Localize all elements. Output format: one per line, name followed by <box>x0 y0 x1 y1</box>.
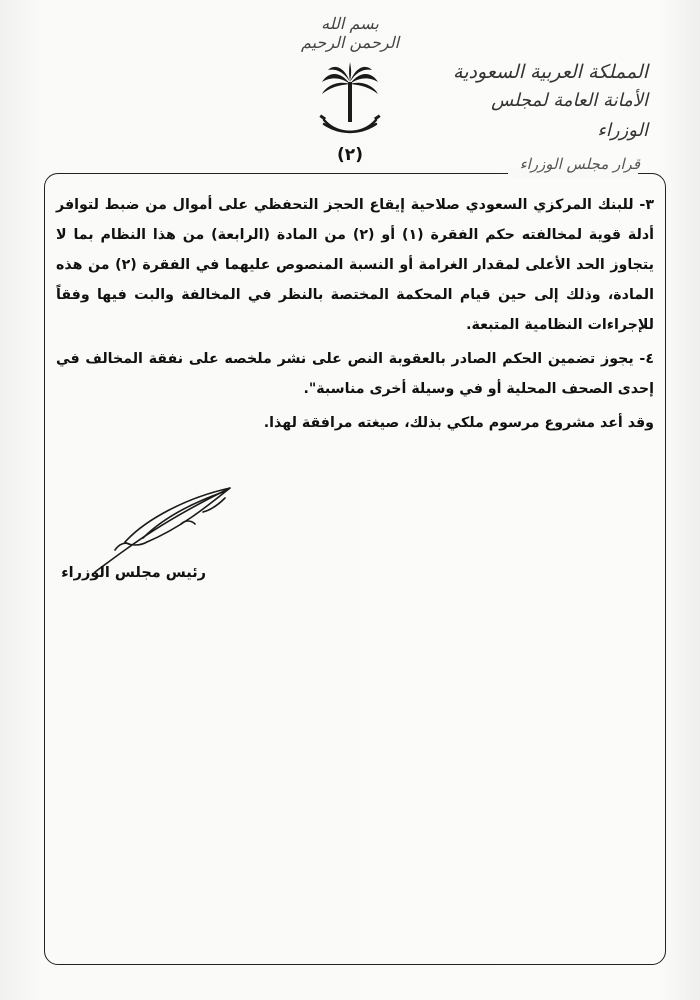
secretariat-name: الأمانة العامة لمجلس الوزراء <box>491 90 648 141</box>
signatory-title: رئيس مجلس الوزراء <box>61 565 206 581</box>
letterhead <box>448 58 648 146</box>
kingdom-name: المملكة العربية السعودية <box>453 61 648 83</box>
basmala: بسم الله الرحمن الرحيم <box>300 14 400 52</box>
page-number: (٢) <box>337 145 363 165</box>
decision-label: قرار مجلس الوزراء <box>519 155 640 173</box>
decision-body <box>56 190 654 438</box>
clause-4: ٤- يجوز تضمين الحكم الصادر بالعقوبة النص على نشر ملخصه على نفقة المخالف في إحدى الصحف المحلية أو في وسيلة أخرى مناسبة". <box>56 351 654 397</box>
palm-swords-emblem-icon <box>318 62 382 142</box>
closing-statement: وقد أعد مشروع مرسوم ملكي بذلك، صيغته مرافقة لهذا. <box>263 415 654 431</box>
clause-3: ٣- للبنك المركزي السعودي صلاحية إيقاع الحجز التحفظي على أموال من ضبط لتوافر أدلة قوية لمخالفته حكم الفقرة (١) أو (٢) من المادة (الرابعة) من هذا النظام بما لا يتجاوز الحد الأعلى لمقدار الغرامة أو النسبة المنصوص عليهما في الفقرة (٢) من هذه المادة، وذلك إلى حين قيام المحكمة المختصة بالنظر في المخالفة والبت فيها وفقاً للإجراءات النظامية المتبعة. <box>56 197 654 333</box>
